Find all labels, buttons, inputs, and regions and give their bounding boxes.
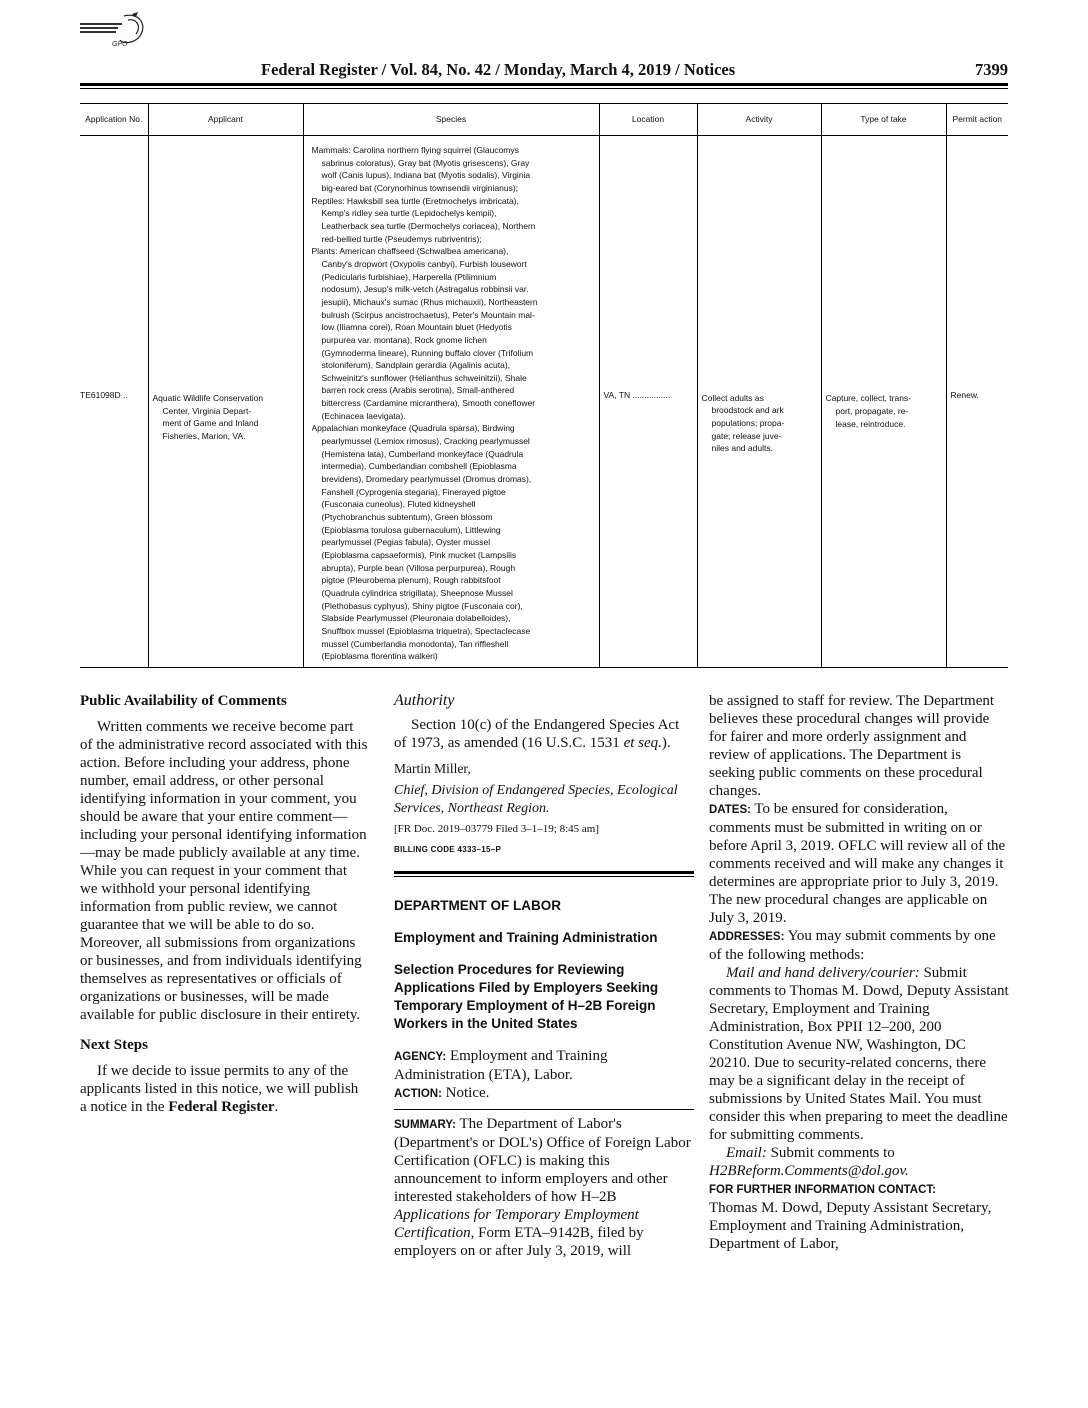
species-line: purpurea var. montana), Rock gnome lichen [321, 334, 487, 345]
permit-action: Renew. [950, 390, 979, 401]
species-line: stoloniferum), Sandplain gerardia (Agalinis acuta), [321, 360, 511, 371]
species-line: mussel (Cumberlandia monodonta), Tan riffleshell [321, 638, 509, 649]
species-line: abrupta), Purple bean (Villosa perpurpurea), Rough [321, 562, 516, 573]
signer-name: Martin Miller, [394, 761, 471, 776]
addresses-paragraph: ADDRESSES: You may submit comments by one of the following methods: [709, 928, 996, 963]
activity-text: Collect adults as broodstock and ark populations; propa- gate; release juve- niles and adults. [701, 392, 785, 454]
heading-authority: Authority [394, 692, 455, 709]
species-line: (Fusconaia cuneolus), Fluted kidneyshell [321, 499, 476, 510]
species-line: brevidens), Dromedary pearlymussel (Dromus dromas), [321, 474, 532, 485]
take-type-text: Capture, collect, trans- port, propagate, re- lease, reintroduce. [825, 393, 912, 429]
species-line: Fanshell (Cyprogenia stegaria), Finerayed pigtoe [321, 486, 506, 497]
email-link[interactable]: H2BReform.Comments@dol.gov. [709, 1163, 909, 1179]
action-line: ACTION: Notice. [394, 1085, 490, 1101]
application-number-cell [80, 136, 148, 668]
department-name: DEPARTMENT OF LABOR [394, 898, 561, 913]
species-line: Plants: American chaffseed (Schwalbea americana), [311, 246, 509, 257]
summary-divider [394, 1109, 694, 1110]
fr-doc: [FR Doc. 2019–03779 Filed 3–1–19; 8:45 am] [394, 823, 600, 835]
page-number: 7399 [975, 60, 1008, 79]
applicant-text: Aquatic Wildlife Conservation Center, Virginia Depart- ment of Game and Inland Fisheries, Marion, VA. [152, 393, 264, 442]
column-3 [709, 692, 1009, 1253]
species-line: jesupii), Michaux's sumac (Rhus michauxii), Northeastern [321, 296, 538, 307]
species-line: nodosum), Jesup's milk-vetch (Astragalus robbinsii var. [321, 284, 529, 295]
species-line: Kemp's ridley sea turtle (Lepidochelys kempii), [321, 208, 497, 219]
species-line: Appalachian monkeyface (Quadrula sparsa), Birdwing [311, 423, 515, 434]
svg-text:GPO: GPO [112, 41, 128, 48]
signer-title: Chief, Division of Endangered Species, Ecological Services, Northeast Region. [394, 783, 678, 816]
gpo-authentication-logo [76, 10, 150, 50]
species-line: pearlymussel (Pegias fabula), Oyster mussel [321, 537, 491, 548]
species-line: (Epioblasma torulosa gubernaculum), Littlewing [321, 524, 501, 535]
column-1 [80, 692, 368, 1116]
public-availability-paragraph: Written comments we receive become part of the administrative record associated with this action. Before including your address, phone number, email address, or other personal identifying information in your comment, you should be aware that your entire comment—including your personal identifying information—may be made publicly available at any time. While you can request in your comment that we withhold your personal identifying information from public review, we cannot guarantee that we will be able to do so. Moreover, all submissions from organizations or businesses, and from individuals identifying themselves as representatives or officials of organizations or businesses, will be made available for public disclosure in their entirety. [80, 719, 368, 1023]
species-line: (Hemistena lata), Cumberland monkeyface (Quadrula [321, 448, 524, 459]
mail-delivery-paragraph: Mail and hand delivery/courier: Submit comments to Thomas M. Dowd, Deputy Assistant Secretary, Employment and Training Administration, Box PPII 12–200, 200 Constitution Avenue NW, Washington, DC 20210. Due to security-related concerns, there may be a significant delay in the receipt of submissions by United States Mail. You must consider this when preparing to meet the deadline for submitting comments. [709, 965, 1009, 1143]
species-line: bulrush (Scirpus ancistrochaetus), Peter's Mountain mal- [321, 309, 535, 320]
species-line: Leatherback sea turtle (Dermochelys coriacea), Northern [321, 220, 536, 231]
heading-public-availability: Public Availability of Comments [80, 693, 287, 709]
authority-text: Section 10(c) of the Endangered Species Act of 1973, as amended (16 U.S.C. 1531 et seq.). [394, 717, 680, 751]
applicant-cell [148, 136, 303, 668]
species-cell [303, 136, 599, 668]
species-line: red-bellied turtle (Pseudemys rubriventris); [321, 233, 482, 244]
species-line: barren rock cress (Arabis serotina), Small-anthered [321, 385, 515, 396]
species-line: (Pedicularis furbishiae), Harperella (Ptilimnium [321, 271, 497, 282]
column-header: Activity [697, 104, 821, 136]
species-line: wolf (Canis lupus), Indiana bat (Myotis sodalis), Virginia [321, 170, 531, 181]
species-list [312, 144, 595, 663]
table-header-row [80, 104, 1008, 136]
permit-applications-table [80, 104, 1008, 668]
location-text: VA, TN ................ [603, 390, 671, 401]
species-line: big-eared bat (Corynorhinus townsendii virginianus); [321, 182, 519, 193]
take-type-cell [821, 136, 946, 668]
dates-paragraph: DATES: To be ensured for consideration, comments must be submitted in writing on or before April 3, 2019. OFLC will review all of the comments received and will make any changes it determines are appropriate prior to July 3, 2019. The new procedural changes are applicable on July 3, 2019. [709, 801, 1006, 926]
section-divider-thick [394, 871, 694, 874]
species-line: pearlymussel (Lemiox rimosus), Cracking pearlymussel [321, 436, 530, 447]
permit-action-cell [946, 136, 1008, 668]
species-line: (Epioblasma capsaeformis), Pink mucket (Lampsilis [321, 550, 517, 560]
email-paragraph: Email: Submit comments to H2BReform.Comments@dol.gov. [709, 1145, 909, 1179]
masthead-rule-thick [80, 83, 1008, 86]
summary-continued: be assigned to staff for review. The Department believes these procedural changes will provide for fairer and more orderly assignment and review of applications. The Department is seeking public comments on these procedural changes. [709, 693, 995, 799]
species-line: (Quadrula cylindrica strigillata), Sheepnose Mussel [321, 587, 513, 598]
notice-title: Selection Procedures for Reviewing Applications Filed by Employers Seeking Temporary Employment of H–2B Foreign Workers in the United States [394, 962, 659, 1031]
agency-name: Employment and Training Administration [394, 930, 658, 945]
agency-line: AGENCY: Employment and Training Administration (ETA), Labor. [394, 1048, 608, 1083]
species-line: Canby's dropwort (Oxypolis canbyi), Furbish lousewort [321, 258, 527, 269]
summary-paragraph: SUMMARY: The Department of Labor's (Department's or DOL's) Office of Foreign Labor Certification (OFLC) is making this announcement to inform employers and other interested stakeholders of how H–2B Applications for Temporary Employment Certification, Form ETA–9142B, filed by employers on or after July 3, 2019, will [394, 1116, 691, 1259]
column-header: Type of take [821, 104, 946, 136]
species-line: Reptiles: Hawksbill sea turtle (Eretmochelys imbricata), [311, 195, 519, 206]
species-line: (Gymnoderma lineare), Running buffalo clover (Trifolium [321, 347, 534, 358]
section-divider-thin [394, 876, 694, 877]
species-line: pigtoe (Pleurobema plenum), Rough rabbitsfoot [321, 575, 501, 586]
species-line: (Plethobasus cyphyus), Shiny pigtoe (Fusconaia cor), [321, 600, 523, 611]
species-line: low (Iliamna corei), Roan Mountain bluet (Hedyotis [321, 322, 512, 333]
species-line: Snuffbox mussel (Epioblasma triquetra), Spectaclecase [321, 625, 531, 636]
billing-code: BILLING CODE 4333–15–P [394, 845, 502, 854]
further-info-paragraph: FOR FURTHER INFORMATION CONTACT: Thomas M. Dowd, Deputy Assistant Secretary, Employment and Training Administration, Department of Labor, [709, 1184, 992, 1252]
masthead-rule-thin [80, 88, 1008, 89]
table-row [80, 136, 1008, 668]
next-steps-paragraph: If we decide to issue permits to any of the applicants listed in this notice, we will publish a notice in the Federal Register. [80, 1063, 359, 1115]
species-line: sabrinus coloratus), Gray bat (Myotis grisescens), Gray [321, 157, 530, 168]
masthead-title: Federal Register / Vol. 84, No. 42 / Monday, March 4, 2019 / Notices [261, 60, 736, 79]
species-line: (Echinacea laevigata). [321, 410, 406, 421]
heading-next-steps: Next Steps [80, 1037, 148, 1053]
species-line: Mammals: Carolina northern flying squirrel (Glaucomys [311, 145, 519, 155]
species-line: Slabside Pearlymussel (Pleuronaia dolabelloides), [321, 613, 511, 624]
activity-cell [697, 136, 821, 668]
column-2 [394, 692, 694, 1260]
species-line: (Ptychobranchus subtentum), Green blossom [321, 512, 493, 523]
masthead [80, 60, 1008, 80]
species-line: Schweinitz's sunflower (Helianthus schweinitzii), Shale [321, 372, 527, 383]
species-line: bittercress (Cardamine micranthera), Smooth coneflower [321, 398, 536, 409]
column-header: Permit action [946, 104, 1008, 136]
application-number: TE61098D .. [80, 390, 128, 401]
column-header: Species [303, 104, 599, 136]
column-header: Applicant [148, 104, 303, 136]
species-line: intermedia), Cumberlandian combshell (Epioblasma [321, 461, 517, 472]
column-header: Application No. [80, 104, 148, 136]
column-header: Location [599, 104, 697, 136]
location-cell [599, 136, 697, 668]
species-line: (Epioblasma florentina walkeri) [321, 651, 438, 662]
